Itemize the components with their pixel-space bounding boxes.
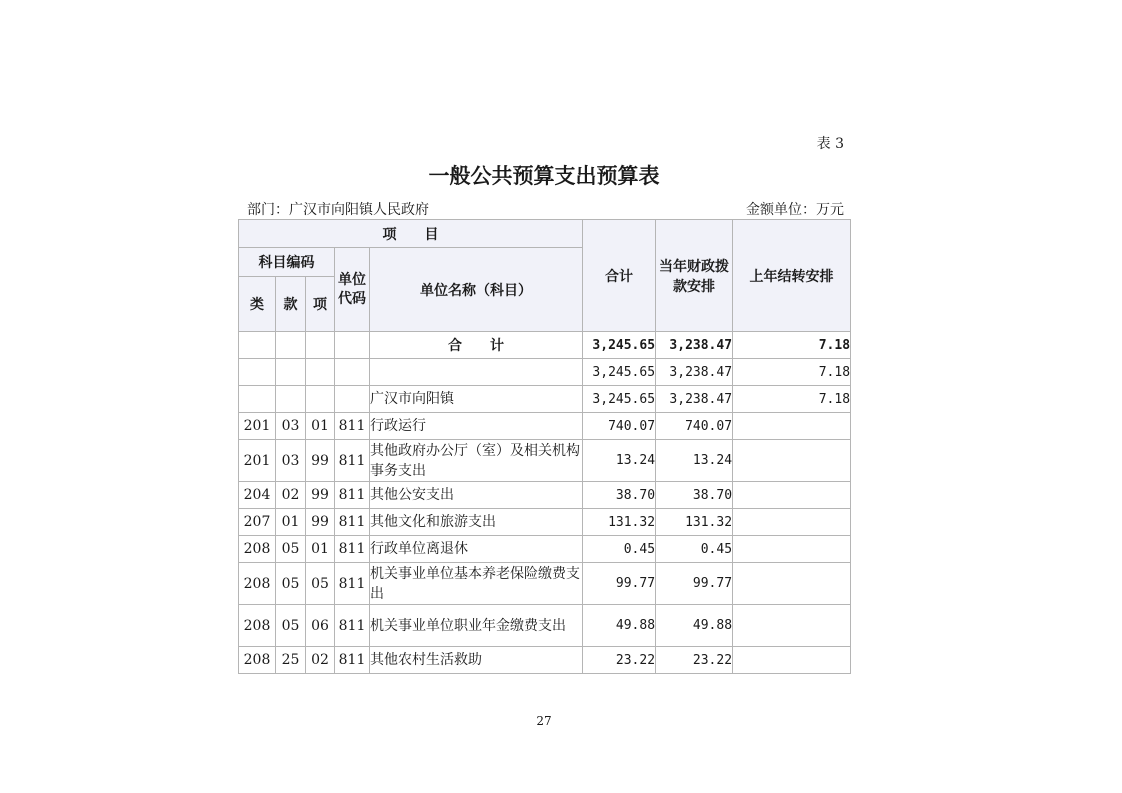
cell-unit-code: 811 [335, 536, 370, 563]
cell-fiscal: 23.22 [656, 647, 733, 674]
cell-unit-code: 811 [335, 440, 370, 482]
cell-carryover: 7.18 [733, 386, 851, 413]
total-carryover: 7.18 [733, 332, 851, 359]
cell-total: 3,245.65 [583, 386, 656, 413]
cell-lei: 208 [239, 563, 276, 605]
cell-lei: 201 [239, 440, 276, 482]
cell-xiang: 01 [306, 413, 335, 440]
cell-carryover: 7.18 [733, 359, 851, 386]
budget-table [238, 219, 851, 674]
cell-fiscal: 131.32 [656, 509, 733, 536]
cell-kuan [276, 386, 306, 413]
cell-total: 0.45 [583, 536, 656, 563]
cell-unit-code [335, 359, 370, 386]
cell-fiscal: 3,238.47 [656, 386, 733, 413]
cell-carryover [733, 440, 851, 482]
cell-xiang [306, 359, 335, 386]
header-lei: 类 [239, 277, 276, 332]
cell-fiscal: 3,238.47 [656, 359, 733, 386]
cell-unit-code: 811 [335, 563, 370, 605]
cell-xiang: 99 [306, 509, 335, 536]
table-number: 表 3 [816, 136, 844, 152]
cell-fiscal: 49.88 [656, 605, 733, 647]
cell-kuan: 25 [276, 647, 306, 674]
cell-unit-code [335, 386, 370, 413]
cell-unit-name: 行政单位离退休 [370, 536, 583, 563]
cell-lei [239, 386, 276, 413]
table-row [239, 605, 851, 647]
table-row [239, 536, 851, 563]
cell-total: 38.70 [583, 482, 656, 509]
total-amount: 3,245.65 [583, 332, 656, 359]
cell-kuan: 03 [276, 413, 306, 440]
cell-fiscal: 38.70 [656, 482, 733, 509]
total-row [239, 332, 851, 359]
header-unit-code: 单位代码 [335, 248, 370, 332]
cell-unit-name: 其他农村生活救助 [370, 647, 583, 674]
cell-fiscal: 0.45 [656, 536, 733, 563]
cell-lei: 201 [239, 413, 276, 440]
table-row [239, 413, 851, 440]
cell-unit-code: 811 [335, 482, 370, 509]
header-carryover: 上年结转安排 [733, 220, 851, 332]
cell-unit-name: 其他公安支出 [370, 482, 583, 509]
cell-kuan: 05 [276, 536, 306, 563]
cell-kuan: 05 [276, 563, 306, 605]
cell-fiscal: 13.24 [656, 440, 733, 482]
cell-unit-code: 811 [335, 509, 370, 536]
cell-xiang: 99 [306, 440, 335, 482]
cell-total: 49.88 [583, 605, 656, 647]
cell-carryover [733, 413, 851, 440]
cell-fiscal: 740.07 [656, 413, 733, 440]
cell-unit-code: 811 [335, 413, 370, 440]
department-label: 部门：广汉市向阳镇人民政府 [247, 202, 429, 218]
cell-kuan: 02 [276, 482, 306, 509]
cell-kuan [276, 359, 306, 386]
cell-carryover [733, 482, 851, 509]
cell-unit-name: 其他文化和旅游支出 [370, 509, 583, 536]
cell-lei: 207 [239, 509, 276, 536]
cell-carryover [733, 647, 851, 674]
cell-lei [239, 359, 276, 386]
total-label: 合 计 [370, 332, 583, 359]
cell-kuan: 01 [276, 509, 306, 536]
cell-xiang: 05 [306, 563, 335, 605]
header-xiang: 项 [306, 277, 335, 332]
table-row [239, 482, 851, 509]
cell-unit-name: 广汉市向阳镇 [370, 386, 583, 413]
cell-unit-code: 811 [335, 647, 370, 674]
cell-total: 99.77 [583, 563, 656, 605]
table-row [239, 386, 851, 413]
cell-xiang: 01 [306, 536, 335, 563]
cell-total: 13.24 [583, 440, 656, 482]
cell-xiang: 02 [306, 647, 335, 674]
amount-unit-label: 金额单位：万元 [746, 202, 844, 218]
table-row [239, 509, 851, 536]
header-subject-code: 科目编码 [239, 248, 335, 277]
cell-lei: 204 [239, 482, 276, 509]
cell-unit-name: 其他政府办公厅（室）及相关机构事务支出 [370, 440, 583, 482]
table-row [239, 440, 851, 482]
cell-kuan: 03 [276, 440, 306, 482]
table-row [239, 563, 851, 605]
total-fiscal: 3,238.47 [656, 332, 733, 359]
cell-lei: 208 [239, 605, 276, 647]
header-kuan: 款 [276, 277, 306, 332]
cell-carryover [733, 536, 851, 563]
cell-unit-name [370, 359, 583, 386]
cell-carryover [733, 605, 851, 647]
cell-carryover [733, 563, 851, 605]
cell-total: 3,245.65 [583, 359, 656, 386]
table-row [239, 359, 851, 386]
cell-xiang: 06 [306, 605, 335, 647]
table-row [239, 647, 851, 674]
cell-lei: 208 [239, 536, 276, 563]
cell-carryover [733, 509, 851, 536]
cell-total: 131.32 [583, 509, 656, 536]
cell-unit-name: 机关事业单位基本养老保险缴费支出 [370, 563, 583, 605]
cell-fiscal: 99.77 [656, 563, 733, 605]
cell-kuan: 05 [276, 605, 306, 647]
cell-unit-code: 811 [335, 605, 370, 647]
cell-xiang [306, 386, 335, 413]
header-item: 项 目 [239, 220, 583, 248]
cell-xiang: 99 [306, 482, 335, 509]
header-total: 合计 [583, 220, 656, 332]
header-unit-name: 单位名称（科目） [370, 248, 583, 332]
page-number: 27 [536, 714, 552, 728]
header-fiscal: 当年财政拨款安排 [656, 220, 733, 332]
cell-lei: 208 [239, 647, 276, 674]
cell-unit-name: 行政运行 [370, 413, 583, 440]
page-title: 一般公共预算支出预算表 [428, 164, 660, 188]
cell-total: 740.07 [583, 413, 656, 440]
cell-total: 23.22 [583, 647, 656, 674]
cell-unit-name: 机关事业单位职业年金缴费支出 [370, 605, 583, 647]
